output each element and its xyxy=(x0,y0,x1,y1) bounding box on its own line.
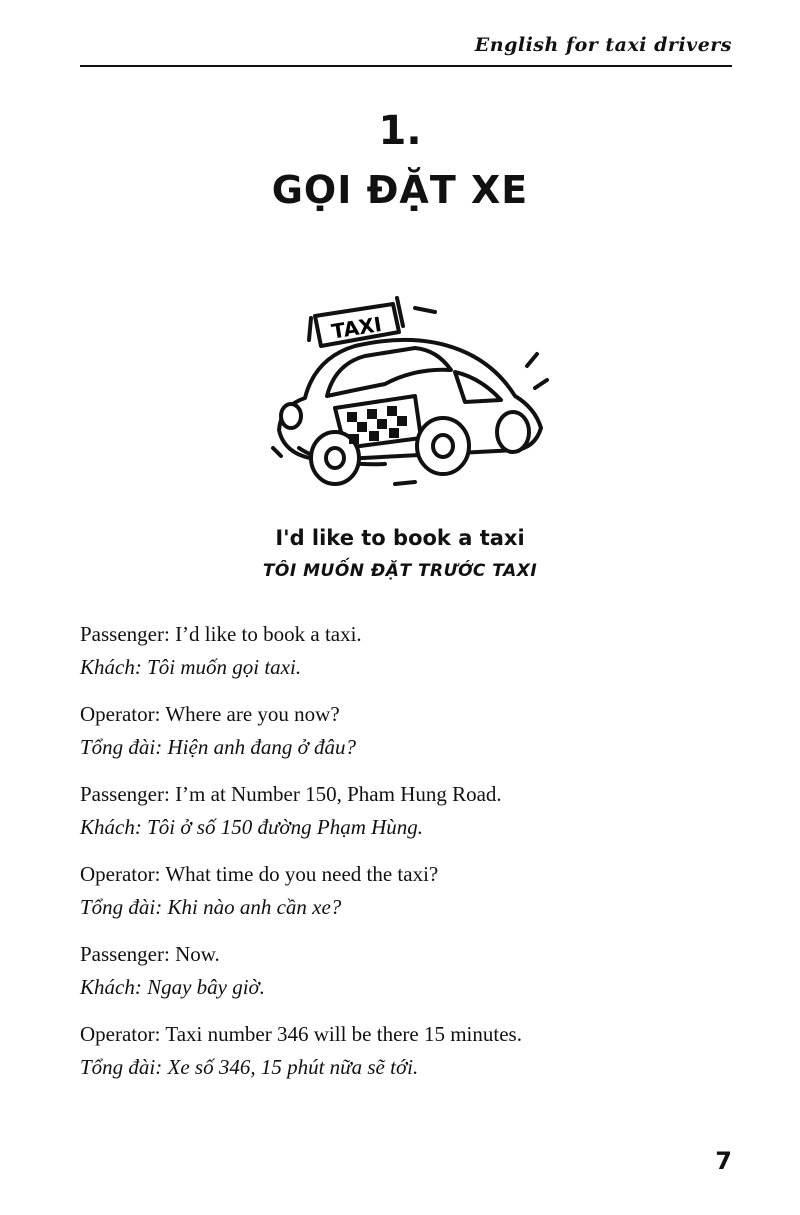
dialogue-turn xyxy=(80,698,740,764)
dialogue xyxy=(80,618,740,1098)
dialogue-line-vietnamese: Khách: Tôi ở số 150 đường Phạm Hùng. xyxy=(80,815,424,839)
dialogue-turn xyxy=(80,1018,740,1084)
header-rule xyxy=(80,65,732,67)
dialogue-turn xyxy=(80,858,740,924)
chapter-title: GỌI ĐẶT XE xyxy=(271,168,529,212)
dialogue-line-english: Operator: Taxi number 346 will be there 15 minutes. xyxy=(80,1022,522,1046)
dialogue-turn xyxy=(80,778,740,844)
dialogue-line-vietnamese: Tổng đài: Hiện anh đang ở đâu? xyxy=(80,735,357,759)
dialogue-line-english: Passenger: I’m at Number 150, Pham Hung Road. xyxy=(80,782,502,806)
running-header: English for taxi drivers xyxy=(474,34,732,56)
dialogue-line-vietnamese: Tổng đài: Khi nào anh cần xe? xyxy=(80,895,342,919)
dialogue-line-vietnamese: Tổng đài: Xe số 346, 15 phút nữa sẽ tới. xyxy=(80,1055,419,1079)
dialogue-turn xyxy=(80,938,740,1004)
dialogue-line-english: Operator: Where are you now? xyxy=(80,702,340,726)
dialogue-line-english: Passenger: Now. xyxy=(80,942,220,966)
dialogue-line-vietnamese: Khách: Tôi muốn gọi taxi. xyxy=(80,655,302,679)
chapter-number: 1. xyxy=(378,108,422,154)
taxi-illustration xyxy=(265,288,550,498)
taxi-sign-text: TAXI xyxy=(329,311,384,344)
dialogue-turn xyxy=(80,618,740,684)
phrase-vietnamese: TÔI MUỐN ĐẶT TRƯỚC TAXI xyxy=(262,561,538,581)
phrase-english: I'd like to book a taxi xyxy=(275,526,525,550)
dialogue-line-english: Passenger: I’d like to book a taxi. xyxy=(80,622,362,646)
dialogue-line-english: Operator: What time do you need the taxi? xyxy=(80,862,439,886)
page-number: 7 xyxy=(715,1147,732,1175)
dialogue-line-vietnamese: Khách: Ngay bây giờ. xyxy=(80,975,266,999)
